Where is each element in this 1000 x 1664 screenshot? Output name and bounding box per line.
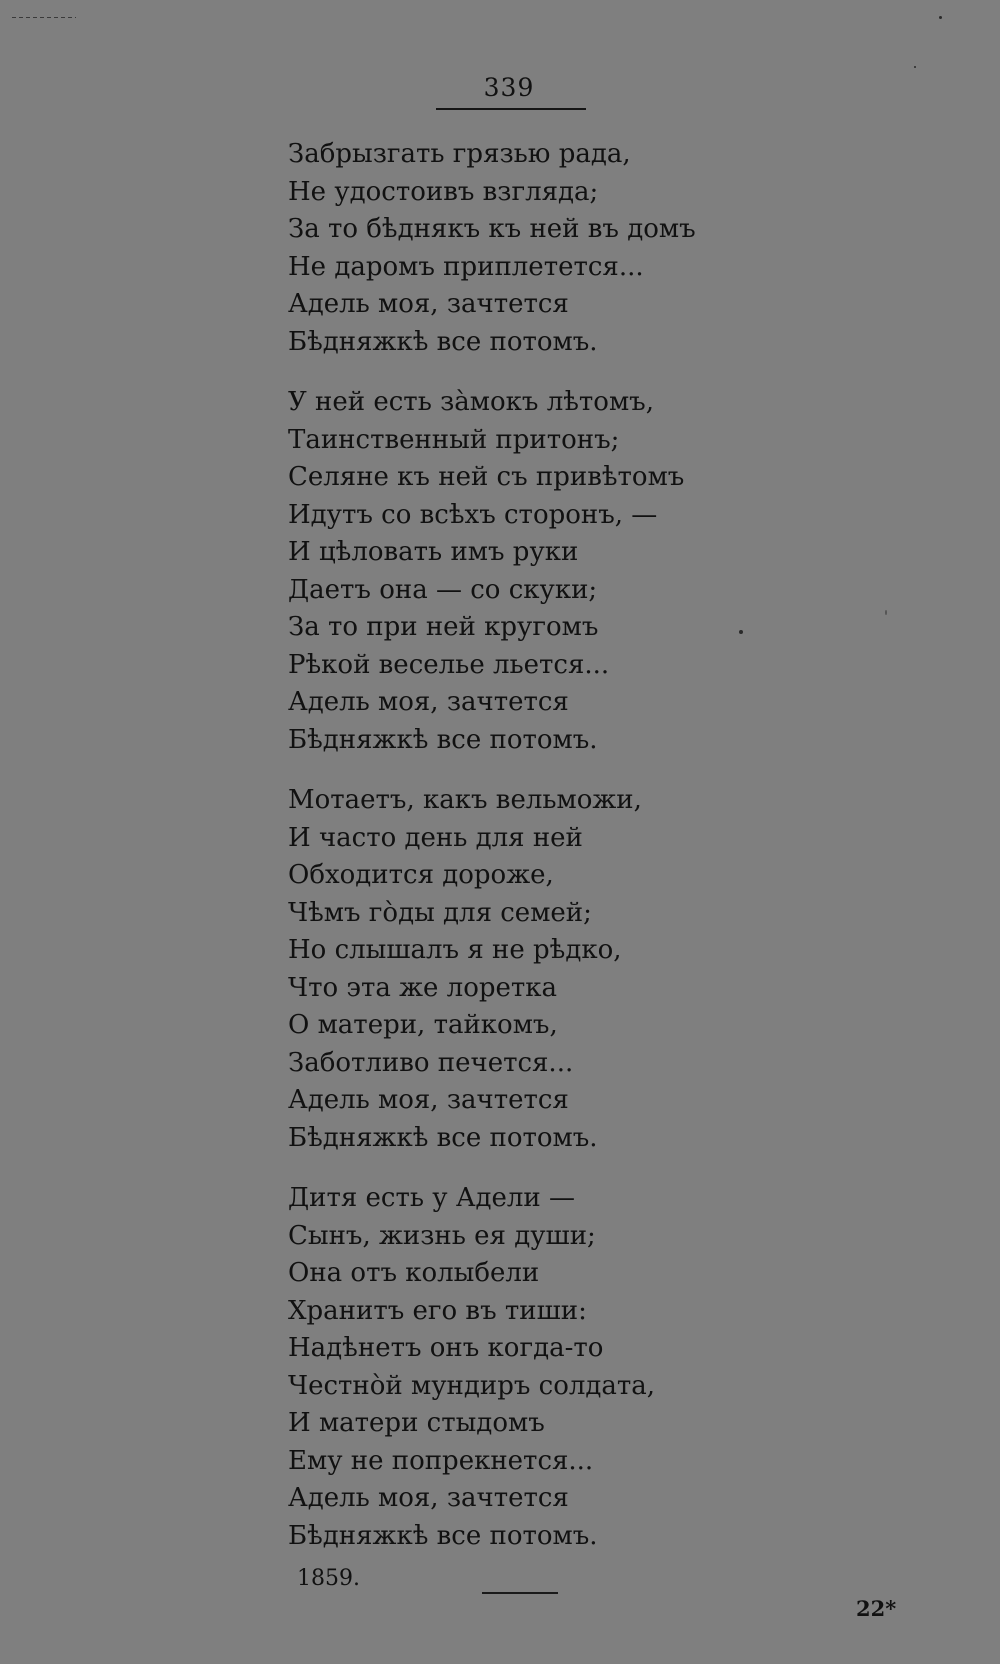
poem-line: Не удостоивъ взгляда; [288, 176, 599, 207]
poem-line: О матери, тайкомъ, [288, 1010, 558, 1040]
scan-speck [914, 66, 916, 68]
poem-line: Селяне къ ней съ привѣтомъ [288, 462, 685, 492]
poem-line: Ему не попрекнется... [288, 1445, 594, 1476]
poem-end-rule [482, 1592, 558, 1594]
poem-line: Даетъ она — со скуки; [288, 574, 598, 605]
poem-line: Надѣнетъ онъ когда-то [288, 1333, 604, 1363]
page-number-rule [436, 108, 586, 110]
poem-body [288, 136, 748, 1555]
scan-speck [939, 16, 942, 19]
poem-line: Идутъ со всѣхъ сторонъ, — [288, 499, 658, 530]
poem-line: Адель моя, зачтется [288, 687, 569, 717]
poem-line: Адель моя, зачтется [288, 1085, 569, 1115]
poem-line: Но слышалъ я не рѣдко, [288, 935, 622, 965]
poem-line: Обходится дороже, [288, 860, 554, 890]
scan-artifact-line [12, 17, 76, 18]
poem-line: Чѣмъ гòды для семей; [288, 897, 592, 928]
poem-line: Дитя есть у Адели — [288, 1183, 576, 1213]
poem-line: И часто день для ней [288, 822, 583, 853]
poem-line: Таинственный притонъ; [288, 424, 620, 455]
poem-line: Не даромъ приплетется... [288, 251, 644, 282]
poem-line: Она отъ колыбели [288, 1258, 540, 1288]
poem-line: Адель моя, зачтется [288, 1483, 569, 1513]
poem-line: Бѣдняжкѣ все потомъ. [288, 1122, 598, 1153]
poem-stanza [288, 782, 748, 1157]
poem-line: Бѣдняжкѣ все потомъ. [288, 326, 598, 357]
poem-line: Бѣдняжкѣ все потомъ. [288, 724, 598, 755]
poem-line: Честнòй мундиръ солдата, [288, 1370, 656, 1401]
poem-year: 1859. [297, 1566, 360, 1591]
poem-line: Сынъ, жизнь ея души; [288, 1220, 596, 1251]
poem-stanza [288, 1180, 748, 1555]
printer-signature-mark: 22* [856, 1596, 897, 1621]
poem-line: Рѣкой веселье льется... [288, 649, 610, 680]
poem-line: И матери стыдомъ [288, 1408, 545, 1438]
poem-line: Бѣдняжкѣ все потомъ. [288, 1520, 598, 1551]
poem-line: Что эта же лоретка [288, 972, 558, 1003]
poem-line: Забрызгать грязью рада, [288, 139, 631, 169]
poem-line: За то при ней кругомъ [288, 612, 599, 642]
poem-line: Хранитъ его въ тиши: [288, 1295, 587, 1326]
poem-stanza [288, 136, 748, 361]
scan-speck [885, 610, 887, 615]
poem-line: У ней есть зàмокъ лѣтомъ, [288, 387, 654, 417]
page-number: 339 [483, 73, 535, 102]
poem-line: Заботливо печется... [288, 1047, 574, 1078]
poem-line: За то бѣднякъ къ ней въ домъ [288, 214, 696, 244]
poem-line: Адель моя, зачтется [288, 289, 569, 319]
poem-line: И цѣловать имъ руки [288, 537, 579, 567]
poem-stanza [288, 384, 748, 759]
poem-line: Мотаетъ, какъ вельможи, [288, 785, 642, 815]
